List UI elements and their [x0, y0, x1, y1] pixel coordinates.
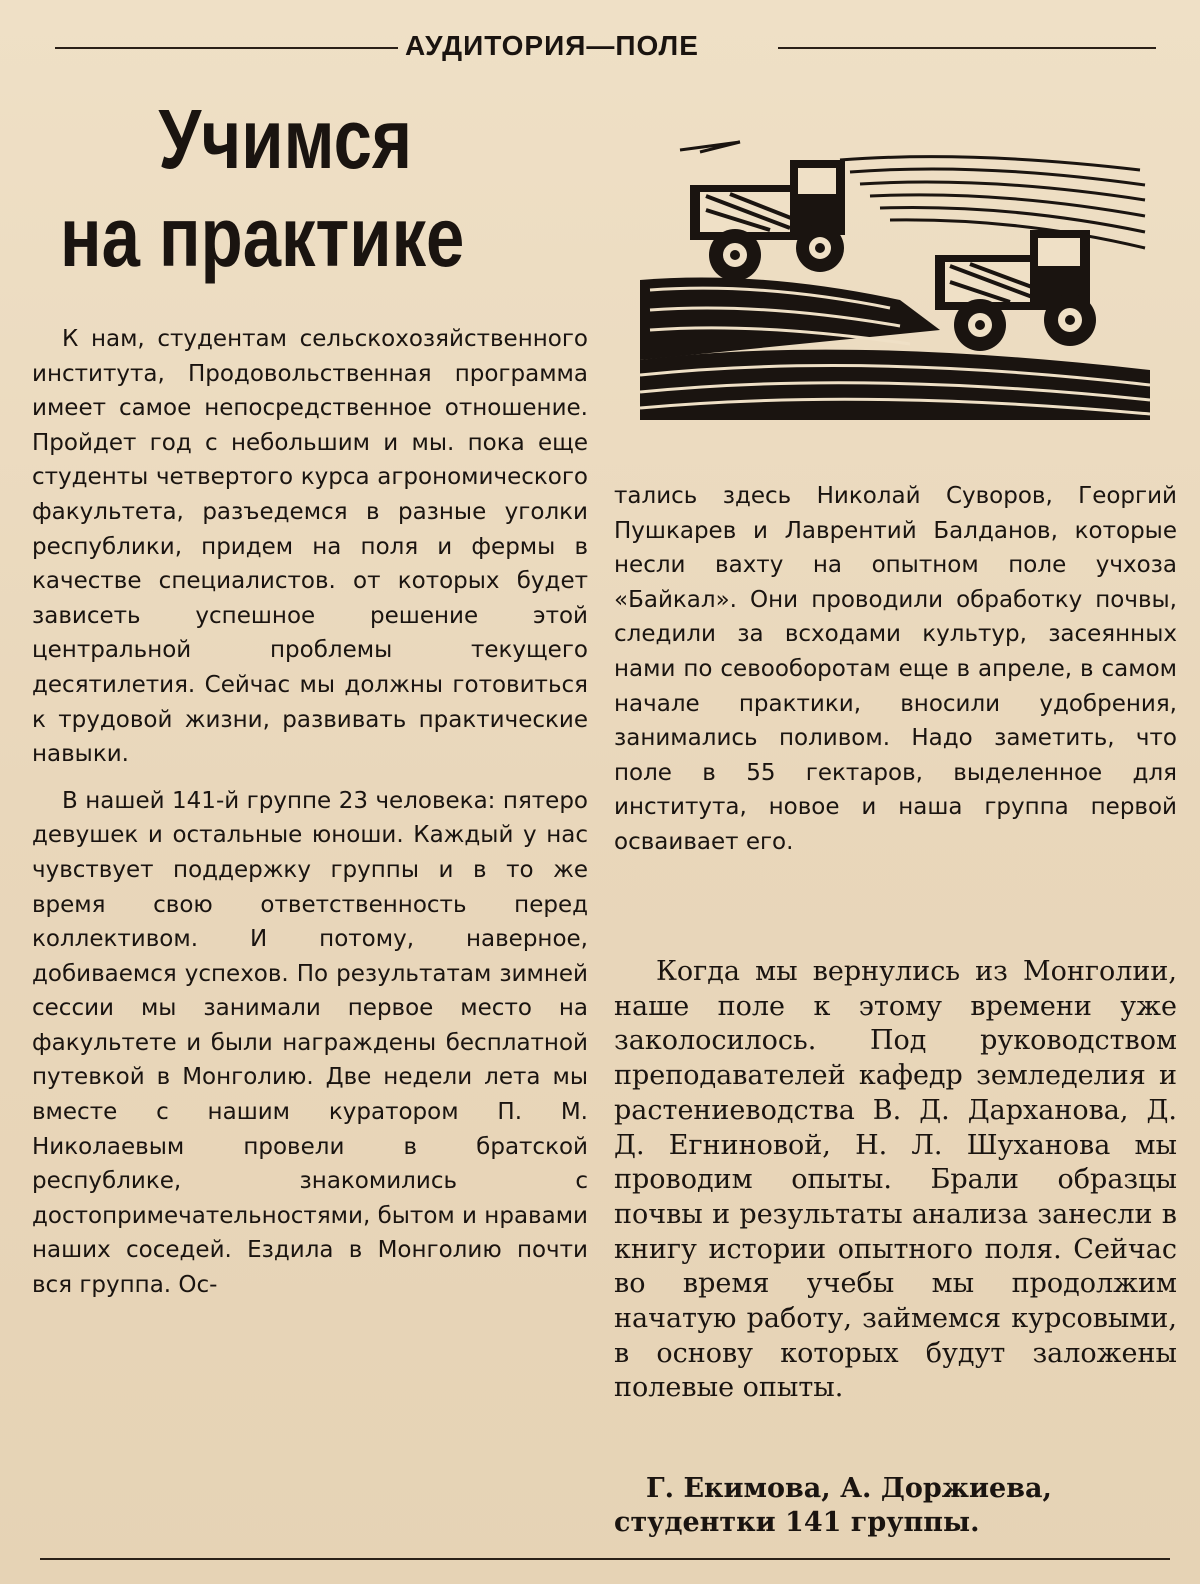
- article-title: [60, 90, 464, 286]
- header-rule-right: [778, 47, 1156, 49]
- footer-rule: [40, 1558, 1170, 1560]
- paragraph-return: Когда мы вернулись из Монголии, наше поле к этому времени уже заколосилось. Под руководством преподавателей кафедр земледелия и растениеводства В. Д. Дарханова, Д. Д. Егниновой, Н. Л. Шуханова мы проводим опыты. Брали образцы почвы и результаты анализа занесли в книгу истории опытного поля. Сейчас во время учебы мы продолжим начатую работу, займемся курсовыми, в основу которых будут заложены полевые опыты.: [614, 956, 1177, 1404]
- paragraph-group: В нашей 141-й группе 23 человека: пятеро девушек и остальные юноши. Каждый у нас чувствует поддержку группы и в то же время свою ответственность перед коллективом. И потому, наверное, добиваемся успехов. По результатам зимней сессии мы занимали первое место на факультете и были награждены бесплатной путевкой в Монголию. Две недели лета мы вместе с нашим куратором П. М. Николаевым провели в братской республике, знакомились с достопримечательностями, бытом и нравами наших соседей. Ездила в Монголию почти вся группа. Ос-: [32, 787, 588, 1299]
- paragraph-intro: К нам, студентам сельскохозяйственного института, Продовольственная программа имеет самое непосредственное отношение. Пройдет год с небольшим и мы. пока еще студенты четвертого курса агрономического факультета, разъедемся в разные уголки республики, придем на поля и фермы в качестве специалистов. от которых будет зависеть успешное решение этой центральной проблемы текущего десятилетия. Сейчас мы должны готовиться к трудовой жизни, развивать практические навыки.: [32, 326, 588, 768]
- paragraph-field-duty: тались здесь Николай Суворов, Георгий Пушкарев и Лаврентий Балданов, которые несли вахту на опытном поле учхоза «Байкал». Они проводили обработку почвы, следили за всходами культур, засеянных нами по севооборотам еще в апреле, в самом начале практики, вносили удобрения, занимались поливом. Надо заметить, что поле в 55 гектаров, выделенное для института, новое и наша группа первой осваивает его.: [614, 483, 1177, 855]
- signature-authors: Г. Екимова, А. Доржиева,: [646, 1473, 1052, 1504]
- column-left: [32, 322, 588, 1303]
- title-line-1: Учимся: [158, 92, 413, 186]
- header-rule-left: [55, 47, 398, 49]
- article-signature: [614, 1472, 1177, 1540]
- column-right-upper: [614, 479, 1177, 860]
- title-line-2: на практике: [60, 190, 465, 284]
- tractors-woodcut-icon: [640, 130, 1150, 420]
- signature-group: студентки 141 группы.: [614, 1507, 980, 1538]
- rubric-heading: АУДИТОРИЯ—ПОЛЕ: [405, 30, 699, 61]
- column-right-lower: [614, 955, 1177, 1406]
